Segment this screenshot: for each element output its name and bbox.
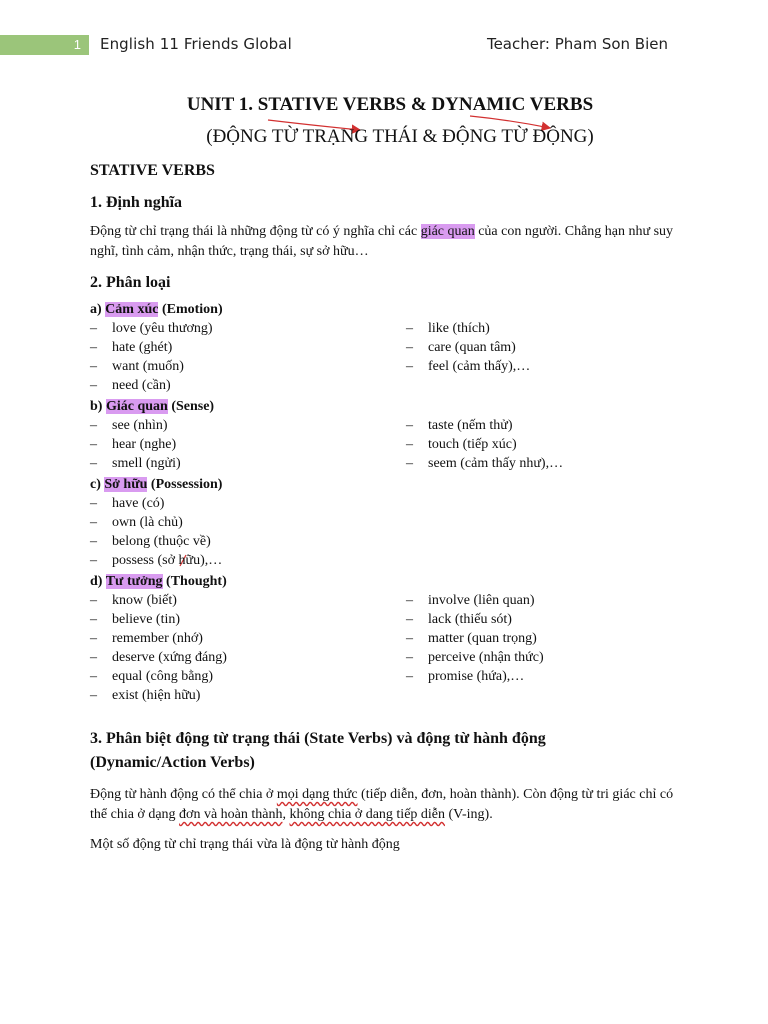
category-suffix: (Sense) (167, 399, 215, 414)
empty-cell (406, 494, 706, 513)
verb-item: – promise (hứa),… (406, 667, 706, 686)
unit-title: UNIT 1. STATIVE VERBS & DYNAMIC VERBS (186, 94, 594, 115)
empty-cell (406, 551, 706, 570)
category-highlight: Sở hữu (104, 477, 148, 492)
verb-item: – smell (ngửi) (90, 454, 406, 473)
verb-item: – love (yêu thương) (90, 319, 406, 338)
verb-item: – want (muốn) (90, 357, 406, 376)
category-prefix: a) (90, 302, 106, 317)
category-suffix: (Emotion) (158, 302, 223, 317)
unit-subtitle: (ĐỘNG TỪ TRẠNG THÁI & ĐỘNG TỪ ĐỘNG) (206, 126, 594, 147)
verb-item: – see (nhìn) (90, 416, 406, 435)
verb-item: – equal (công bằng) (90, 667, 406, 686)
empty-cell (406, 376, 706, 395)
section-label: STATIVE VERBS (90, 162, 215, 179)
verb-item: – have (có) (90, 494, 406, 513)
category-heading (90, 300, 690, 319)
distinction-text: (tiếp diễn, đơn, hoàn thành). Còn động từ tri giác chỉ có thể chia ở dạng (90, 787, 674, 822)
verb-item: – own (là chủ) (90, 513, 406, 532)
definition-text: của con người. Chẳng hạn như suy nghĩ, tình cảm, nhận thức, trạng thái, sự sở hữu… (90, 224, 674, 259)
document-body (90, 92, 690, 855)
book-title: English 11 Friends Global (100, 35, 292, 53)
empty-cell (406, 686, 706, 705)
empty-cell (406, 532, 706, 551)
verb-item: – lack (thiếu sót) (406, 610, 706, 629)
page-number-tab: 1 (0, 35, 89, 55)
category-heading (90, 572, 690, 591)
category-highlight: Cảm xúc (105, 302, 159, 317)
definition-heading: 1. Định nghĩa (90, 194, 183, 211)
verb-item: – hate (ghét) (90, 338, 406, 357)
verb-item: – remember (nhớ) (90, 629, 406, 648)
category-prefix: b) (90, 399, 106, 414)
category-heading (90, 397, 690, 416)
category-items (90, 494, 690, 570)
distinction-section (90, 727, 690, 855)
verb-item: – taste (nếm thử) (406, 416, 706, 435)
verb-item: – feel (cảm thấy),… (406, 357, 706, 376)
category-prefix: d) (90, 574, 106, 589)
underlined-phrase: mọi dạng thức (276, 787, 358, 802)
note-paragraph: Một số động từ chỉ trạng thái vừa là động từ hành động (90, 837, 400, 852)
verb-item: – touch (tiếp xúc) (406, 435, 706, 454)
distinction-heading-line: 3. Phân biệt động từ trạng thái (State Verbs) và động từ hành động (90, 730, 546, 747)
definition-highlight: giác quan (420, 224, 475, 239)
definition-paragraph (90, 222, 690, 262)
category-heading (90, 475, 690, 494)
verb-item: – involve (liên quan) (406, 591, 706, 610)
verb-item: – know (biết) (90, 591, 406, 610)
verb-item: – perceive (nhận thức) (406, 648, 706, 667)
distinction-heading (90, 727, 690, 775)
category-prefix: c) (90, 477, 105, 492)
distinction-heading-line: (Dynamic/Action Verbs) (90, 754, 255, 771)
category-suffix: (Thought) (162, 574, 227, 589)
category-highlight: Giác quan (105, 399, 168, 414)
category-items (90, 591, 690, 705)
underlined-phrase: không chia ở dang tiếp diễn (289, 807, 446, 822)
empty-cell (406, 513, 706, 532)
definition-text: Động từ chỉ trạng thái là những động từ có ý nghĩa chỉ các (90, 224, 421, 239)
classification-list (90, 300, 690, 705)
verb-item: – deserve (xứng đáng) (90, 648, 406, 667)
verb-item: – like (thích) (406, 319, 706, 338)
distinction-paragraph (90, 785, 690, 825)
verb-item: – belong (thuộc về) (90, 532, 406, 551)
verb-item: – believe (tin) (90, 610, 406, 629)
verb-item: – need (cần) (90, 376, 406, 395)
category-items (90, 416, 690, 473)
page-header (0, 0, 768, 60)
verb-item: – exist (hiện hữu) (90, 686, 406, 705)
category-suffix: (Possession) (147, 477, 223, 492)
distinction-text: (V-ing). (445, 807, 493, 822)
verb-item: – possess (sở hữu),… (90, 551, 406, 570)
distinction-text: Động từ hành động có thể chia ở (90, 787, 277, 802)
verb-item: – seem (cảm thấy như),… (406, 454, 706, 473)
verb-item: – matter (quan trọng) (406, 629, 706, 648)
distinction-text: , (282, 807, 290, 822)
underlined-phrase: đơn và hoàn thành (179, 807, 283, 822)
classification-heading: 2. Phân loại (90, 274, 171, 291)
category-highlight: Tư tưởng (105, 574, 163, 589)
teacher-name: Teacher: Pham Son Bien (486, 35, 668, 53)
verb-item: – care (quan tâm) (406, 338, 706, 357)
category-items (90, 319, 690, 395)
verb-item: – hear (nghe) (90, 435, 406, 454)
